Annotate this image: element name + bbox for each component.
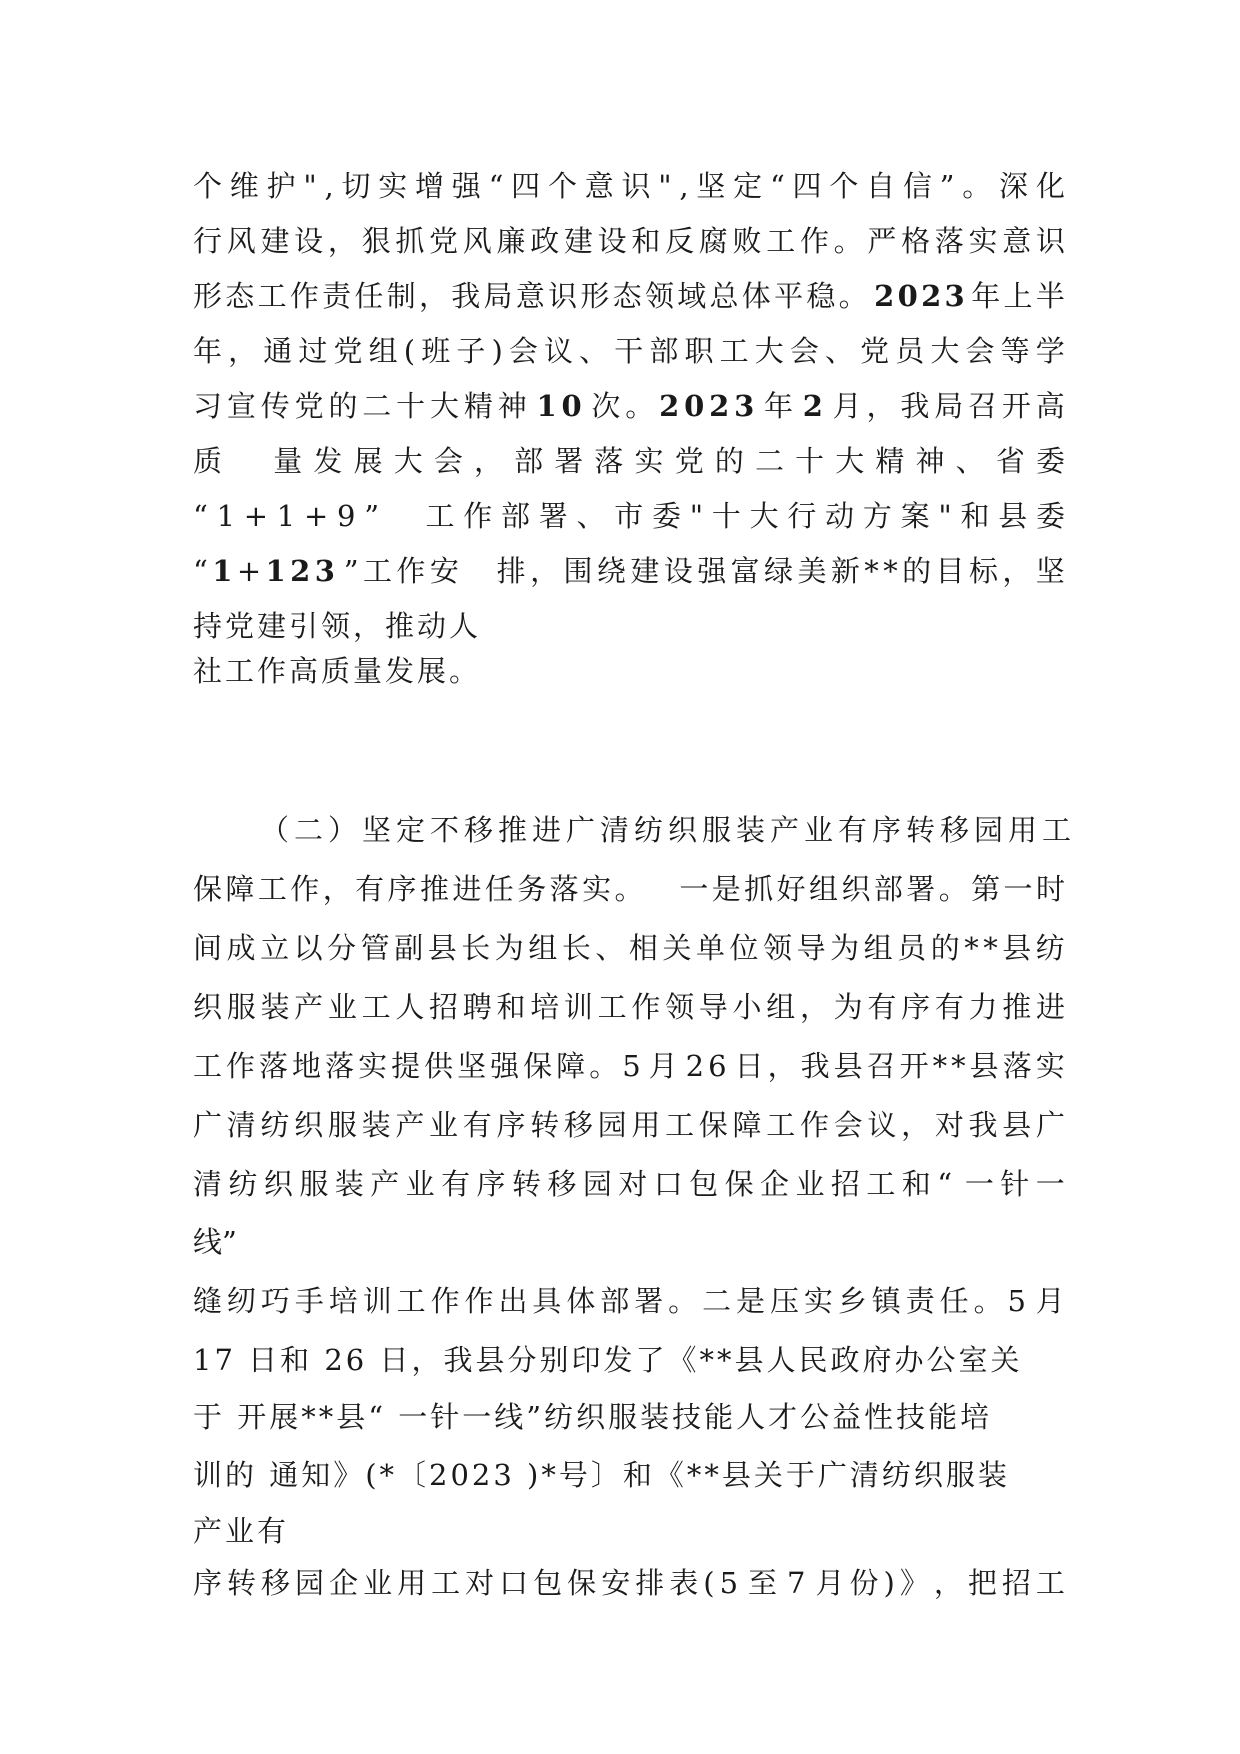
- paragraph-2-line-8: 线”: [193, 1225, 237, 1259]
- paragraph-2-line-9: 缝 纫 巧 手 培 训 工 作 作 出 具 体 部 署 。 二 是 压 实 乡 镇 责 任 。 5 月: [193, 1284, 1065, 1318]
- paragraph-2-line-11: 于 开展**县“ 一针一线”纺织服装技能人才公益性技能培: [193, 1400, 993, 1434]
- paragraph-1-line-2: 行 风 建 设 ， 狠 抓 党 风 廉 政 建 设 和 反 腐 败 工 作 。 严 格 落 实 意 识: [193, 224, 1065, 258]
- paragraph-2-line-3: 间 成 立 以 分 管 副 县 长 为 组 长 、 相 关 单 位 领 导 为 组 员 的 * * 县 纺: [193, 931, 1065, 965]
- paragraph-2-line-12: 训的 通知》(*〔2023 )*号〕和《**县关于广清纺织服装: [193, 1458, 1010, 1492]
- paragraph-1-line-8: “ 1 + 1 2 3 ” 工 作 安 排 ， 围 绕 建 设 强 富 绿 美 新 * * 的 目 标 ， 坚: [193, 554, 1065, 588]
- paragraph-1-line-6: 质 量 发 展 大 会 ， 部 署 落 实 党 的 二 十 大 精 神 、 省 委: [193, 444, 1065, 478]
- paragraph-2-heading-line: （二）坚定不移推进广清纺织服装产业有序转移园用工: [260, 813, 1077, 847]
- paragraph-2-line-5: 工 作 落 地 落 实 提 供 坚 强 保 障 。 5 月 2 6 日 ， 我 县 召 开 * * 县 落 实: [193, 1049, 1065, 1083]
- paragraph-2-line-4: 织 服 装 产 业 工 人 招 聘 和 培 训 工 作 领 导 小 组 ， 为 有 序 有 力 推 进: [193, 990, 1065, 1024]
- paragraph-2-line-13: 产业有: [193, 1514, 290, 1548]
- paragraph-1-line-7: “ 1 + 1 + 9 ” 工 作 部 署 、 市 委 " 十 大 行 动 方 案 " 和 县 委: [193, 499, 1065, 533]
- paragraph-1-line-1: 个 维 护 " , 切 实 增 强 “ 四 个 意 识 " , 坚 定 “ 四 个 自 信 ” 。 深 化: [193, 169, 1065, 203]
- paragraph-2-line-2: 保 障 工 作 ， 有 序 推 进 任 务 落 实 。 一 是 抓 好 组 织 部 署 。 第 一 时: [193, 872, 1065, 906]
- paragraph-2-line-7: 清 纺 织 服 装 产 业 有 序 转 移 园 对 口 包 保 企 业 招 工 和 “ 一 针 一: [193, 1167, 1065, 1201]
- paragraph-2-line-6: 广 清 纺 织 服 装 产 业 有 序 转 移 园 用 工 保 障 工 作 会 议 ， 对 我 县 广: [193, 1108, 1065, 1142]
- paragraph-1-line-10: 社工作高质量发展。: [193, 654, 482, 688]
- paragraph-1-line-3: 形 态 工 作 责 任 制 ， 我 局 意 识 形 态 领 域 总 体 平 稳 。 2 0 2 3 年 上 半: [193, 279, 1065, 313]
- paragraph-2-line-14: 序 转 移 园 企 业 用 工 对 口 包 保 安 排 表 ( 5 至 7 月 份 ) 》 ， 把 招 工: [193, 1566, 1065, 1600]
- paragraph-1-line-9: 持党建引领，推动人: [193, 609, 482, 643]
- paragraph-1-line-5: 习 宣 传 党 的 二 十 大 精 神 1 0 次 。 2 0 2 3 年 2 月 ， 我 局 召 开 高: [193, 389, 1065, 423]
- paragraph-1-line-4: 年 ， 通 过 党 组 ( 班 子 ) 会 议 、 干 部 职 工 大 会 、 党 员 大 会 等 学: [193, 334, 1065, 368]
- paragraph-2-line-10: 17 日和 26 日，我县分别印发了《**县人民政府办公室关: [193, 1343, 1023, 1377]
